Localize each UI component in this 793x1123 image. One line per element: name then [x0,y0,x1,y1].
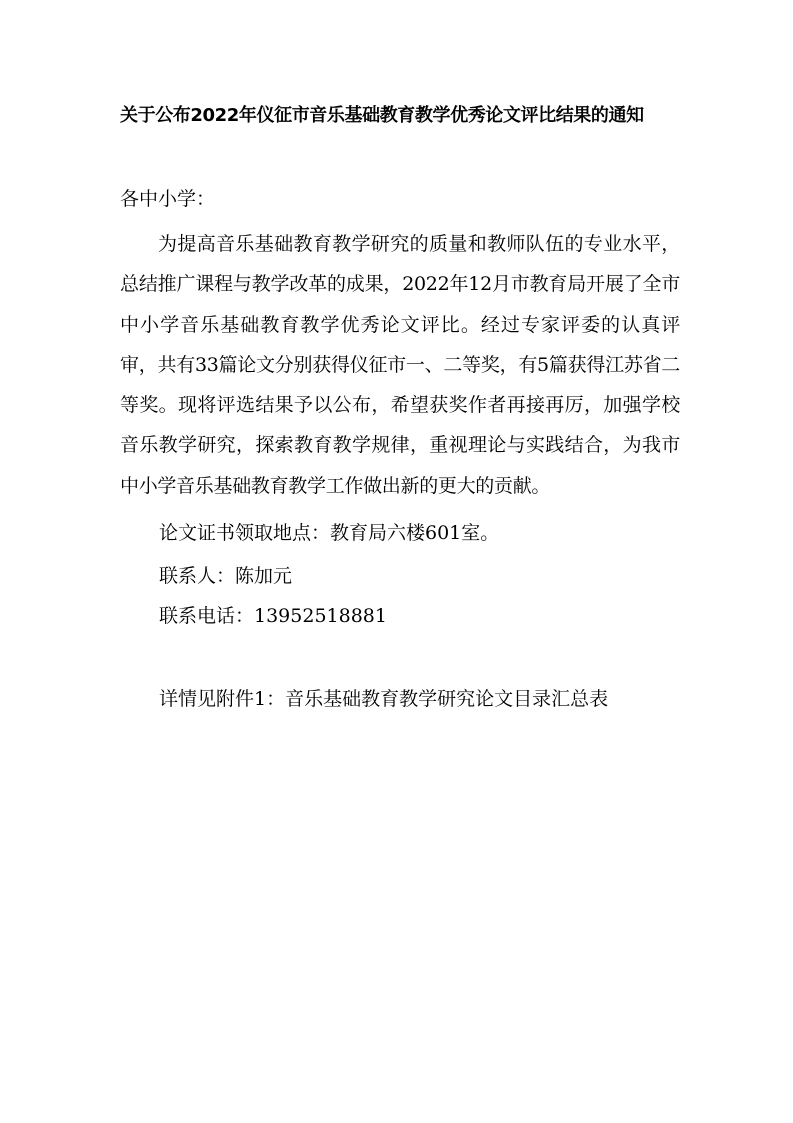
document-title: 关于公布2022年仪征市音乐基础教育教学优秀论文评比结果的通知 [120,105,644,126]
contact-phone: 联系电话：13952518881 [159,605,387,627]
contact-person: 联系人：陈加元 [159,565,293,587]
body-paragraph: 为提高音乐基础教育教学研究的质量和教师队伍的专业水平，总结推广课程与教学改革的成果，2022年12月市教育局开展了全市中小学音乐基础教育教学优秀论文评比。经过专家评委的认真评审，共有33篇论文分别获得仪征市一、二等奖，有5篇获得江苏省二等奖。现将评选结果予以公布，希望获奖作者再接再厉，加强学校音乐教学研究，探索教育教学规律，重视理论与实践结合，为我市中小学音乐基础教育教学工作做出新的更大的贡献。 [120,233,680,497]
attachment-note: 详情见附件1：音乐基础教育教学研究论文目录汇总表 [159,688,609,710]
salutation: 各中小学： [120,188,216,210]
certificate-location: 论文证书领取地点：教育局六楼601室。 [159,522,500,544]
